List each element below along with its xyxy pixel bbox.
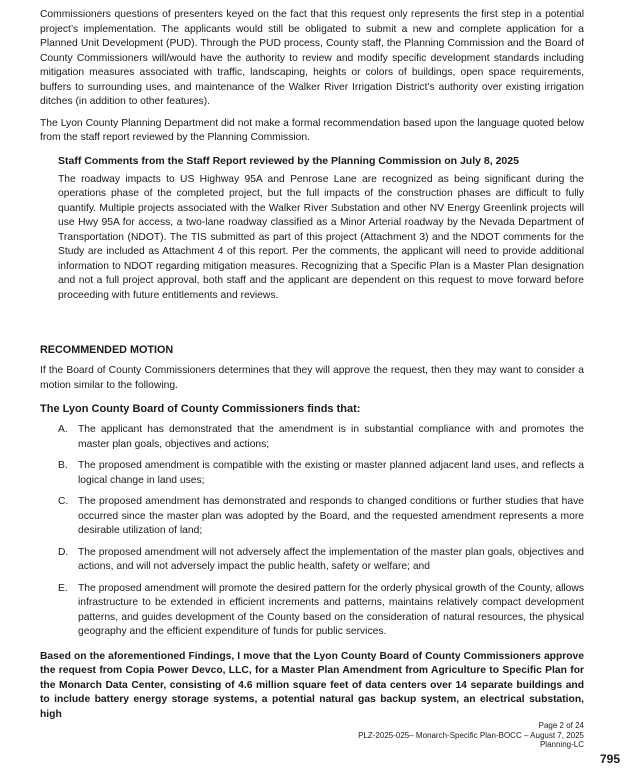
recommended-motion-intro: If the Board of County Commissioners determines that they will approve the request, then they may want to consider a motion similar to the following. <box>40 365 584 391</box>
finding-text: The proposed amendment is compatible with the existing or master planned adjacent land uses, and reflects a logical change in land uses; <box>78 460 584 486</box>
finding-letter: D. <box>58 546 69 558</box>
finding-item <box>40 459 584 488</box>
findings-list <box>40 423 584 640</box>
finding-letter: B. <box>58 460 68 471</box>
finding-text: The proposed amendment will promote the desired pattern for the orderly physical growth of the County, allows infrastructure to be extended in efficient increments and patterns, maintains relatively compact development patterns, and guides development of the County based on the consideration of natural resources, the physical geography and the efficient expenditure of funds for public services. <box>78 582 584 637</box>
finding-text: The proposed amendment will not adversely affect the implementation of the master plan goals, objectives and actions, and will not adversely impact the public health, safety or welfare; and <box>78 546 584 572</box>
recommended-motion-heading: RECOMMENDED MOTION <box>40 344 174 356</box>
document-page <box>40 8 584 722</box>
finding-text: The applicant has demonstrated that the amendment is in substantial compliance with and promotes the master plan goals, objectives and actions; <box>78 424 584 450</box>
staff-comments-block <box>40 154 584 304</box>
finding-item <box>40 495 584 539</box>
board-findings-heading: The Lyon County Board of County Commissioners finds that: <box>40 403 361 415</box>
finding-letter: E. <box>58 582 68 594</box>
finding-letter: C. <box>58 496 69 507</box>
finding-item <box>40 423 584 452</box>
page-number: 795 <box>599 752 620 766</box>
paragraph-pud-process: Commissioners questions of presenters keyed on the fact that this request only represents the first step in a potential project’s implementation. The applicants would still be obligated to submit a new and complete application for a Planned Unit Development (PUD). Through the PUD process, County staff, the Planning Commission and the Board of County Commissioners will/would have the authority to review and modify specific development standards including mitigation measures associated with traffic, landscaping, heights or colors of buildings, open space requirements, buffers to surrounding uses, and maintenance of the Walker River Irrigation District’s authority over existing irrigation ditches (in addition to other features). <box>40 9 584 107</box>
page-footer <box>358 721 584 750</box>
paragraph-planning-recommendation: The Lyon County Planning Department did not make a formal recommendation based upon the language quoted below from the staff report reviewed by the Planning Commission. <box>40 117 584 143</box>
finding-item <box>40 582 584 640</box>
staff-comments-heading: Staff Comments from the Staff Report reviewed by the Planning Commission on July 8, 2025 <box>58 154 519 167</box>
motion-text: Based on the aforementioned Findings, I move that the Lyon County Board of County Commissioners approve the request from Copia Power Devco, LLC, for a Master Plan Amendment from Agriculture to Specific Plan for the Monarch Data Center, consisting of 4.6 million square feet of data centers over 14 separate buildings and to include battery energy storage systems, a potential natural gas backup system, an electrical substation, high <box>40 650 584 720</box>
footer-department: Planning-LC <box>539 740 584 749</box>
finding-item <box>40 546 584 575</box>
finding-letter: A. <box>58 424 68 435</box>
footer-reference: PLZ-2025-025– Monarch-Specific Plan-BOCC – August 7, 2025 <box>358 730 584 740</box>
footer-page-count: Page 2 of 24 <box>538 721 584 730</box>
finding-text: The proposed amendment has demonstrated and responds to changed conditions or further studies that have occurred since the master plan was adopted by the Board, and the requested amendment represents a more desirable utilization of land; <box>78 496 584 536</box>
staff-comments-body: The roadway impacts to US Highway 95A and Penrose Lane are recognized as being significant during the operations phase of the completed project, but the full impacts of the construction phases are difficult to fully quantify. Multiple projects associated with the Walker River Substation and other NV Energy Greenlink projects will use Hwy 95A for access, a two-lane roadway classified as a Minor Arterial roadway by the Nevada Department of Transportation (NDOT). The TIS submitted as part of this project (Attachment 3) and the NDOT comments for the Study are included as Attachment 4 of this report. Per the comments, the applicant will need to provide additional information to NDOT regarding mitigation measures. Recognizing that a Specific Plan is a Master Plan designation and not a full project approval, both staff and the applicant are dependent on this request to move forward before proceeding with future entitlements and reviews. <box>58 173 584 301</box>
